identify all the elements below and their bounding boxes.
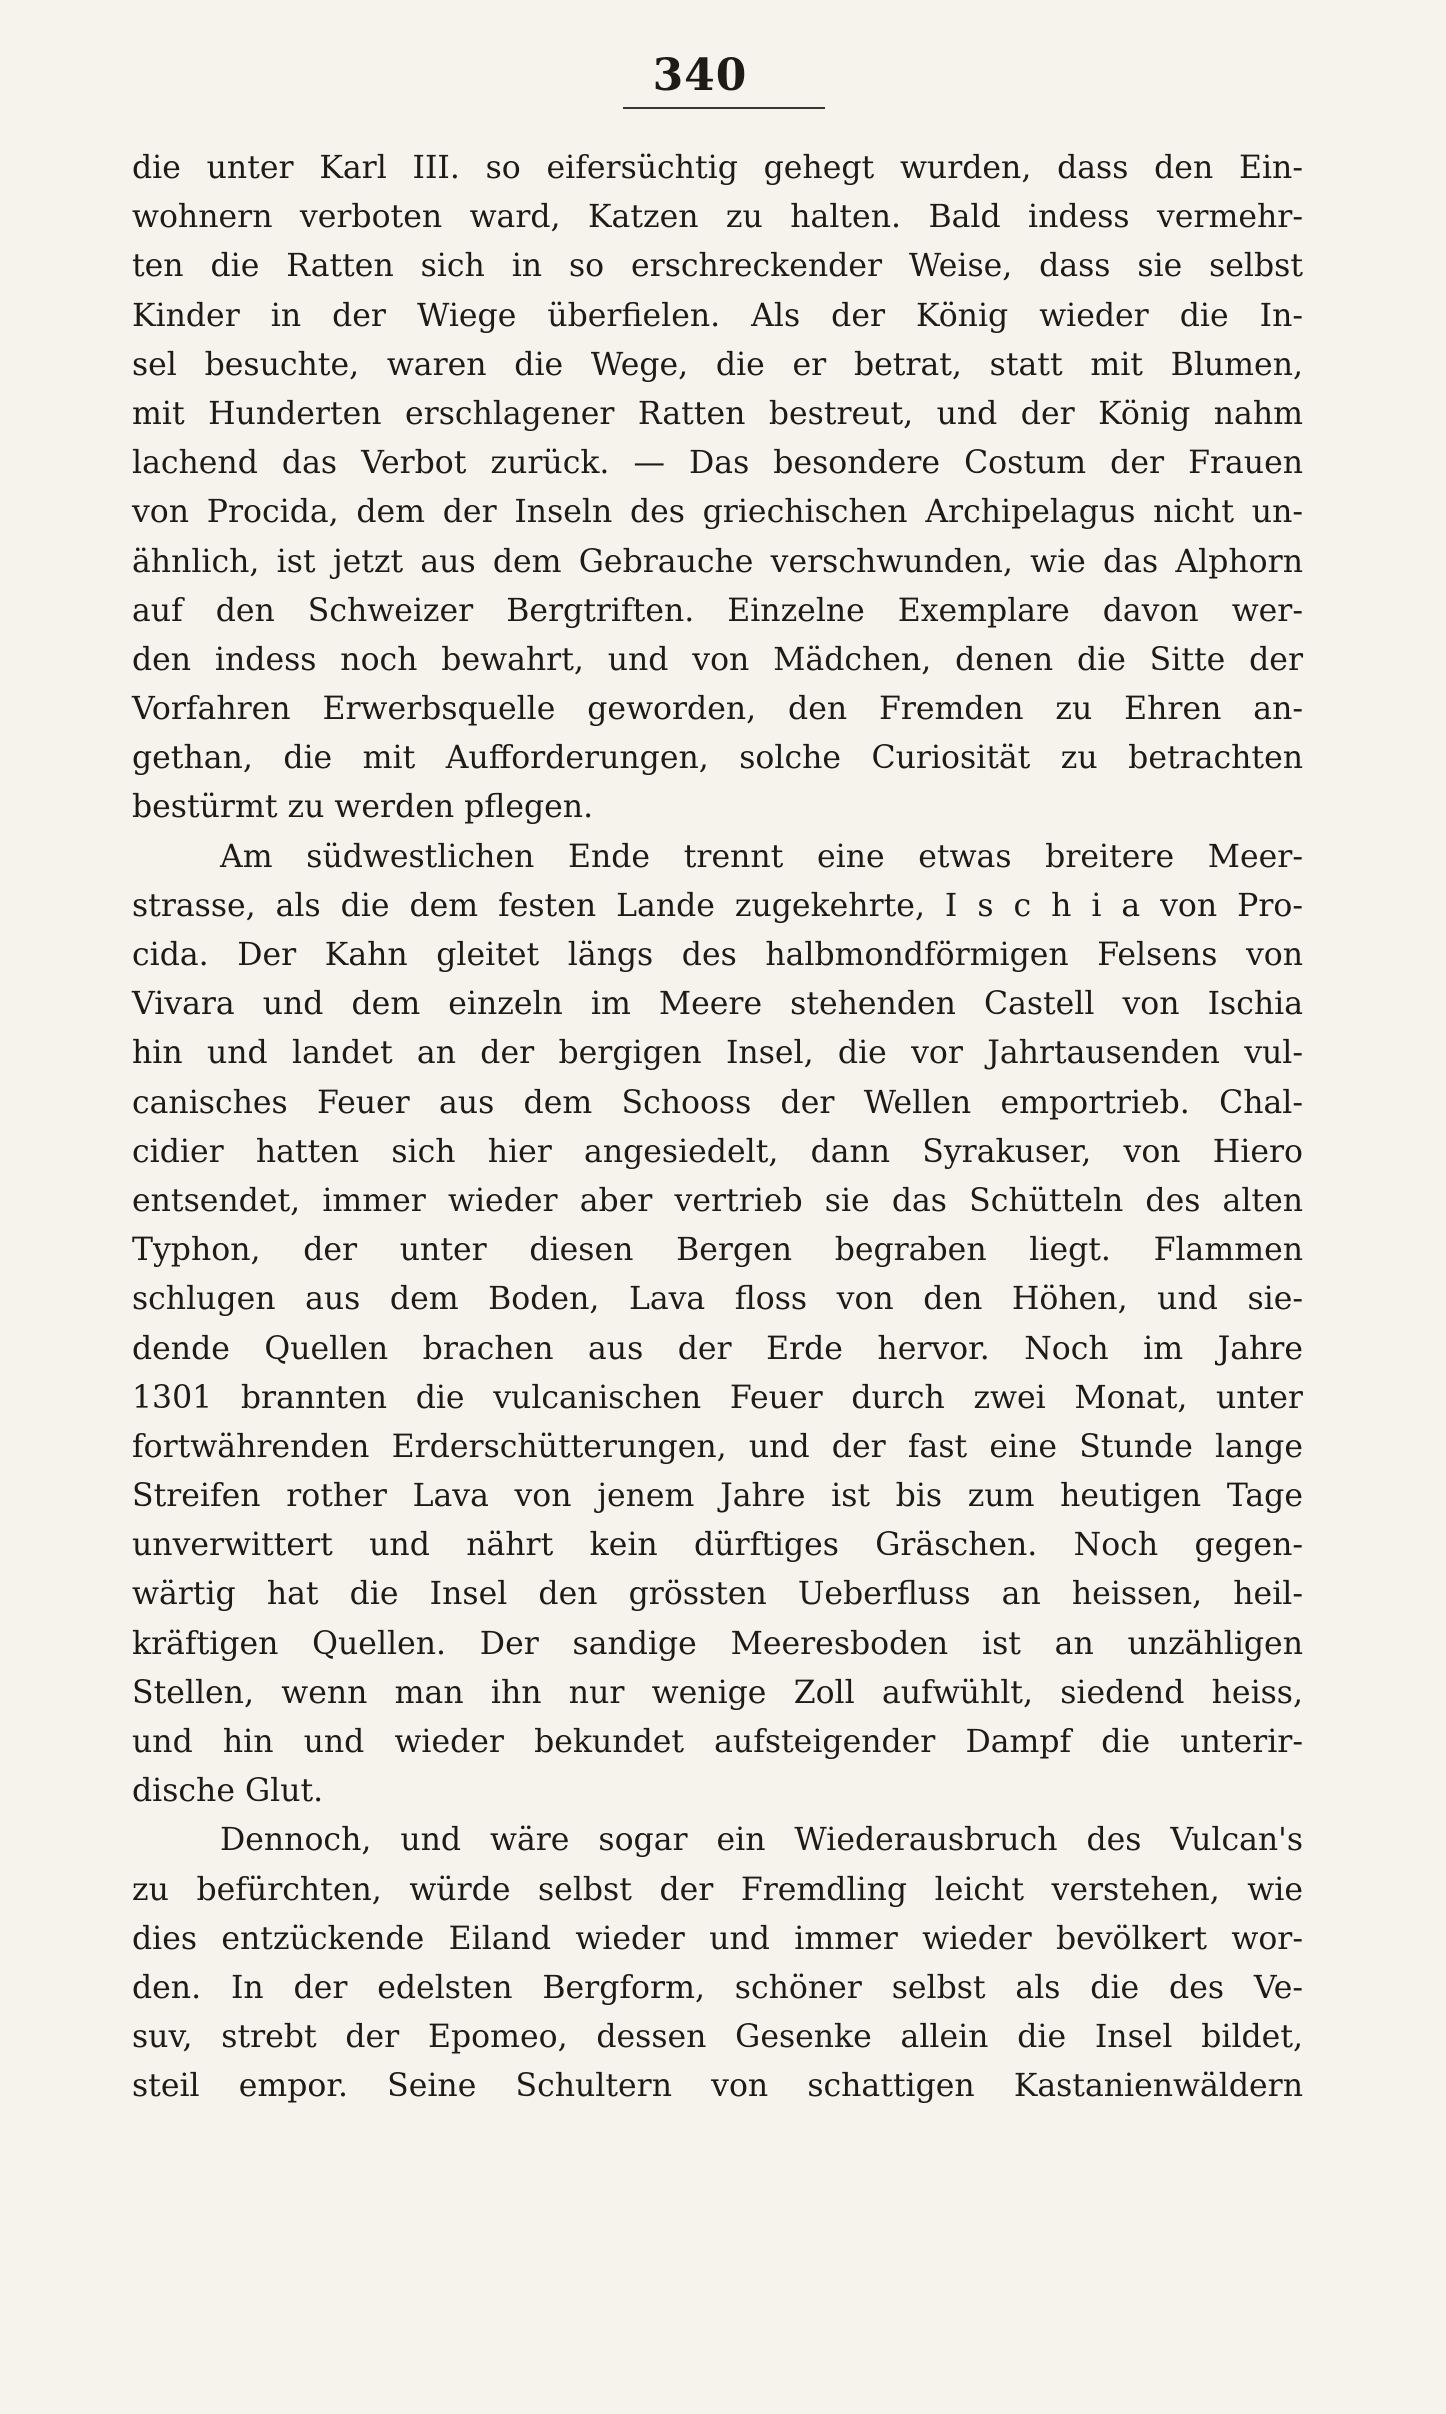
paragraph — [132, 833, 1303, 1817]
text-line: wärtig hat die Insel den grössten Ueberfluss an heissen, heil- — [132, 1576, 1303, 1613]
text-line: canisches Feuer aus dem Schooss der Wellen emportrieb. Chal- — [132, 1084, 1303, 1121]
text-line: mit Hunderten erschlagener Ratten bestreut, und der König nahm — [132, 395, 1303, 432]
text-line: cida. Der Kahn gleitet längs des halbmondförmigen Felsens von — [132, 937, 1303, 973]
text-line: den. In der edelsten Bergform, schöner selbst als die des Ve- — [132, 1969, 1303, 2006]
text-line: dies entzückende Eiland wieder und immer wieder bevölkert wor- — [132, 1920, 1303, 1957]
text-line: kräftigen Quellen. Der sandige Meeresboden ist an unzähligen — [132, 1625, 1303, 1662]
text-line: auf den Schweizer Bergtriften. Einzelne Exemplare davon wer- — [132, 592, 1303, 629]
page-number: 340 — [652, 50, 748, 101]
body-text — [132, 144, 1303, 2112]
text-line: steil empor. Seine Schultern von schattigen Kastanienwäldern — [132, 2068, 1303, 2105]
text-line: Kinder in der Wiege überfielen. Als der König wieder die In- — [132, 297, 1303, 334]
text-line: schlugen aus dem Boden, Lava floss von den Höhen, und sie- — [132, 1281, 1303, 1318]
text-line: und hin und wieder bekundet aufsteigender Dampf die unterir- — [132, 1724, 1303, 1760]
text-line: entsendet, immer wieder aber vertrieb sie das Schütteln des alten — [132, 1182, 1303, 1219]
text-line: die unter Karl III. so eifersüchtig gehegt wurden, dass den Ein- — [132, 150, 1303, 186]
text-line: unverwittert und nährt kein dürftiges Gräschen. Noch gegen- — [132, 1527, 1303, 1564]
text-line: hin und landet an der bergigen Insel, die vor Jahrtausenden vul- — [132, 1035, 1303, 1072]
text-line: Typhon, der unter diesen Bergen begraben liegt. Flammen — [132, 1232, 1303, 1269]
text-line: bestürmt zu werden pflegen. — [132, 789, 594, 826]
text-line: Vorfahren Erwerbsquelle geworden, den Fremden zu Ehren an- — [132, 691, 1303, 728]
text-line: wohnern verboten ward, Katzen zu halten. Bald indess vermehr- — [132, 199, 1303, 236]
text-line: ten die Ratten sich in so erschreckender Weise, dass sie selbst — [132, 248, 1303, 285]
text-line: Am südwestlichen Ende trennt eine etwas breitere Meer- — [220, 838, 1303, 875]
paragraph — [132, 1816, 1303, 2111]
text-line: Streifen rother Lava von jenem Jahre ist bis zum heutigen Tage — [132, 1478, 1303, 1515]
text-line: lachend das Verbot zurück. — Das besondere Costum der Frauen — [132, 445, 1303, 482]
page-number-rule — [623, 107, 825, 109]
text-line: sel besuchte, waren die Wege, die er betrat, statt mit Blumen, — [132, 346, 1303, 383]
text-line: strasse, als die dem festen Lande zugekehrte, I s c h i a von Pro- — [132, 887, 1303, 924]
paragraph — [132, 144, 1303, 833]
text-line: cidier hatten sich hier angesiedelt, dann Syrakuser, von Hiero — [132, 1133, 1303, 1170]
text-line: Dennoch, und wäre sogar ein Wiederausbruch des Vulcan's — [220, 1822, 1303, 1859]
text-line: von Procida, dem der Inseln des griechischen Archipelagus nicht un- — [132, 494, 1303, 531]
text-line: dische Glut. — [132, 1773, 324, 1810]
text-line: suv, strebt der Epomeo, dessen Gesenke allein die Insel bildet, — [132, 2019, 1303, 2056]
text-line: gethan, die mit Aufforderungen, solche Curiosität zu betrachten — [132, 740, 1303, 777]
text-line: Stellen, wenn man ihn nur wenige Zoll aufwühlt, siedend heiss, — [132, 1674, 1303, 1711]
text-line: ähnlich, ist jetzt aus dem Gebrauche verschwunden, wie das Alphorn — [132, 543, 1303, 580]
text-line: den indess noch bewahrt, und von Mädchen, denen die Sitte der — [132, 641, 1303, 678]
text-line: Vivara und dem einzeln im Meere stehenden Castell von Ischia — [132, 986, 1303, 1023]
text-line: zu befürchten, würde selbst der Fremdling leicht verstehen, wie — [132, 1871, 1303, 1908]
text-line: fortwährenden Erderschütterungen, und der fast eine Stunde lange — [132, 1428, 1303, 1465]
text-line: dende Quellen brachen aus der Erde hervor. Noch im Jahre — [132, 1330, 1303, 1367]
text-line: 1301 brannten die vulcanischen Feuer durch zwei Monat, unter — [132, 1379, 1303, 1416]
